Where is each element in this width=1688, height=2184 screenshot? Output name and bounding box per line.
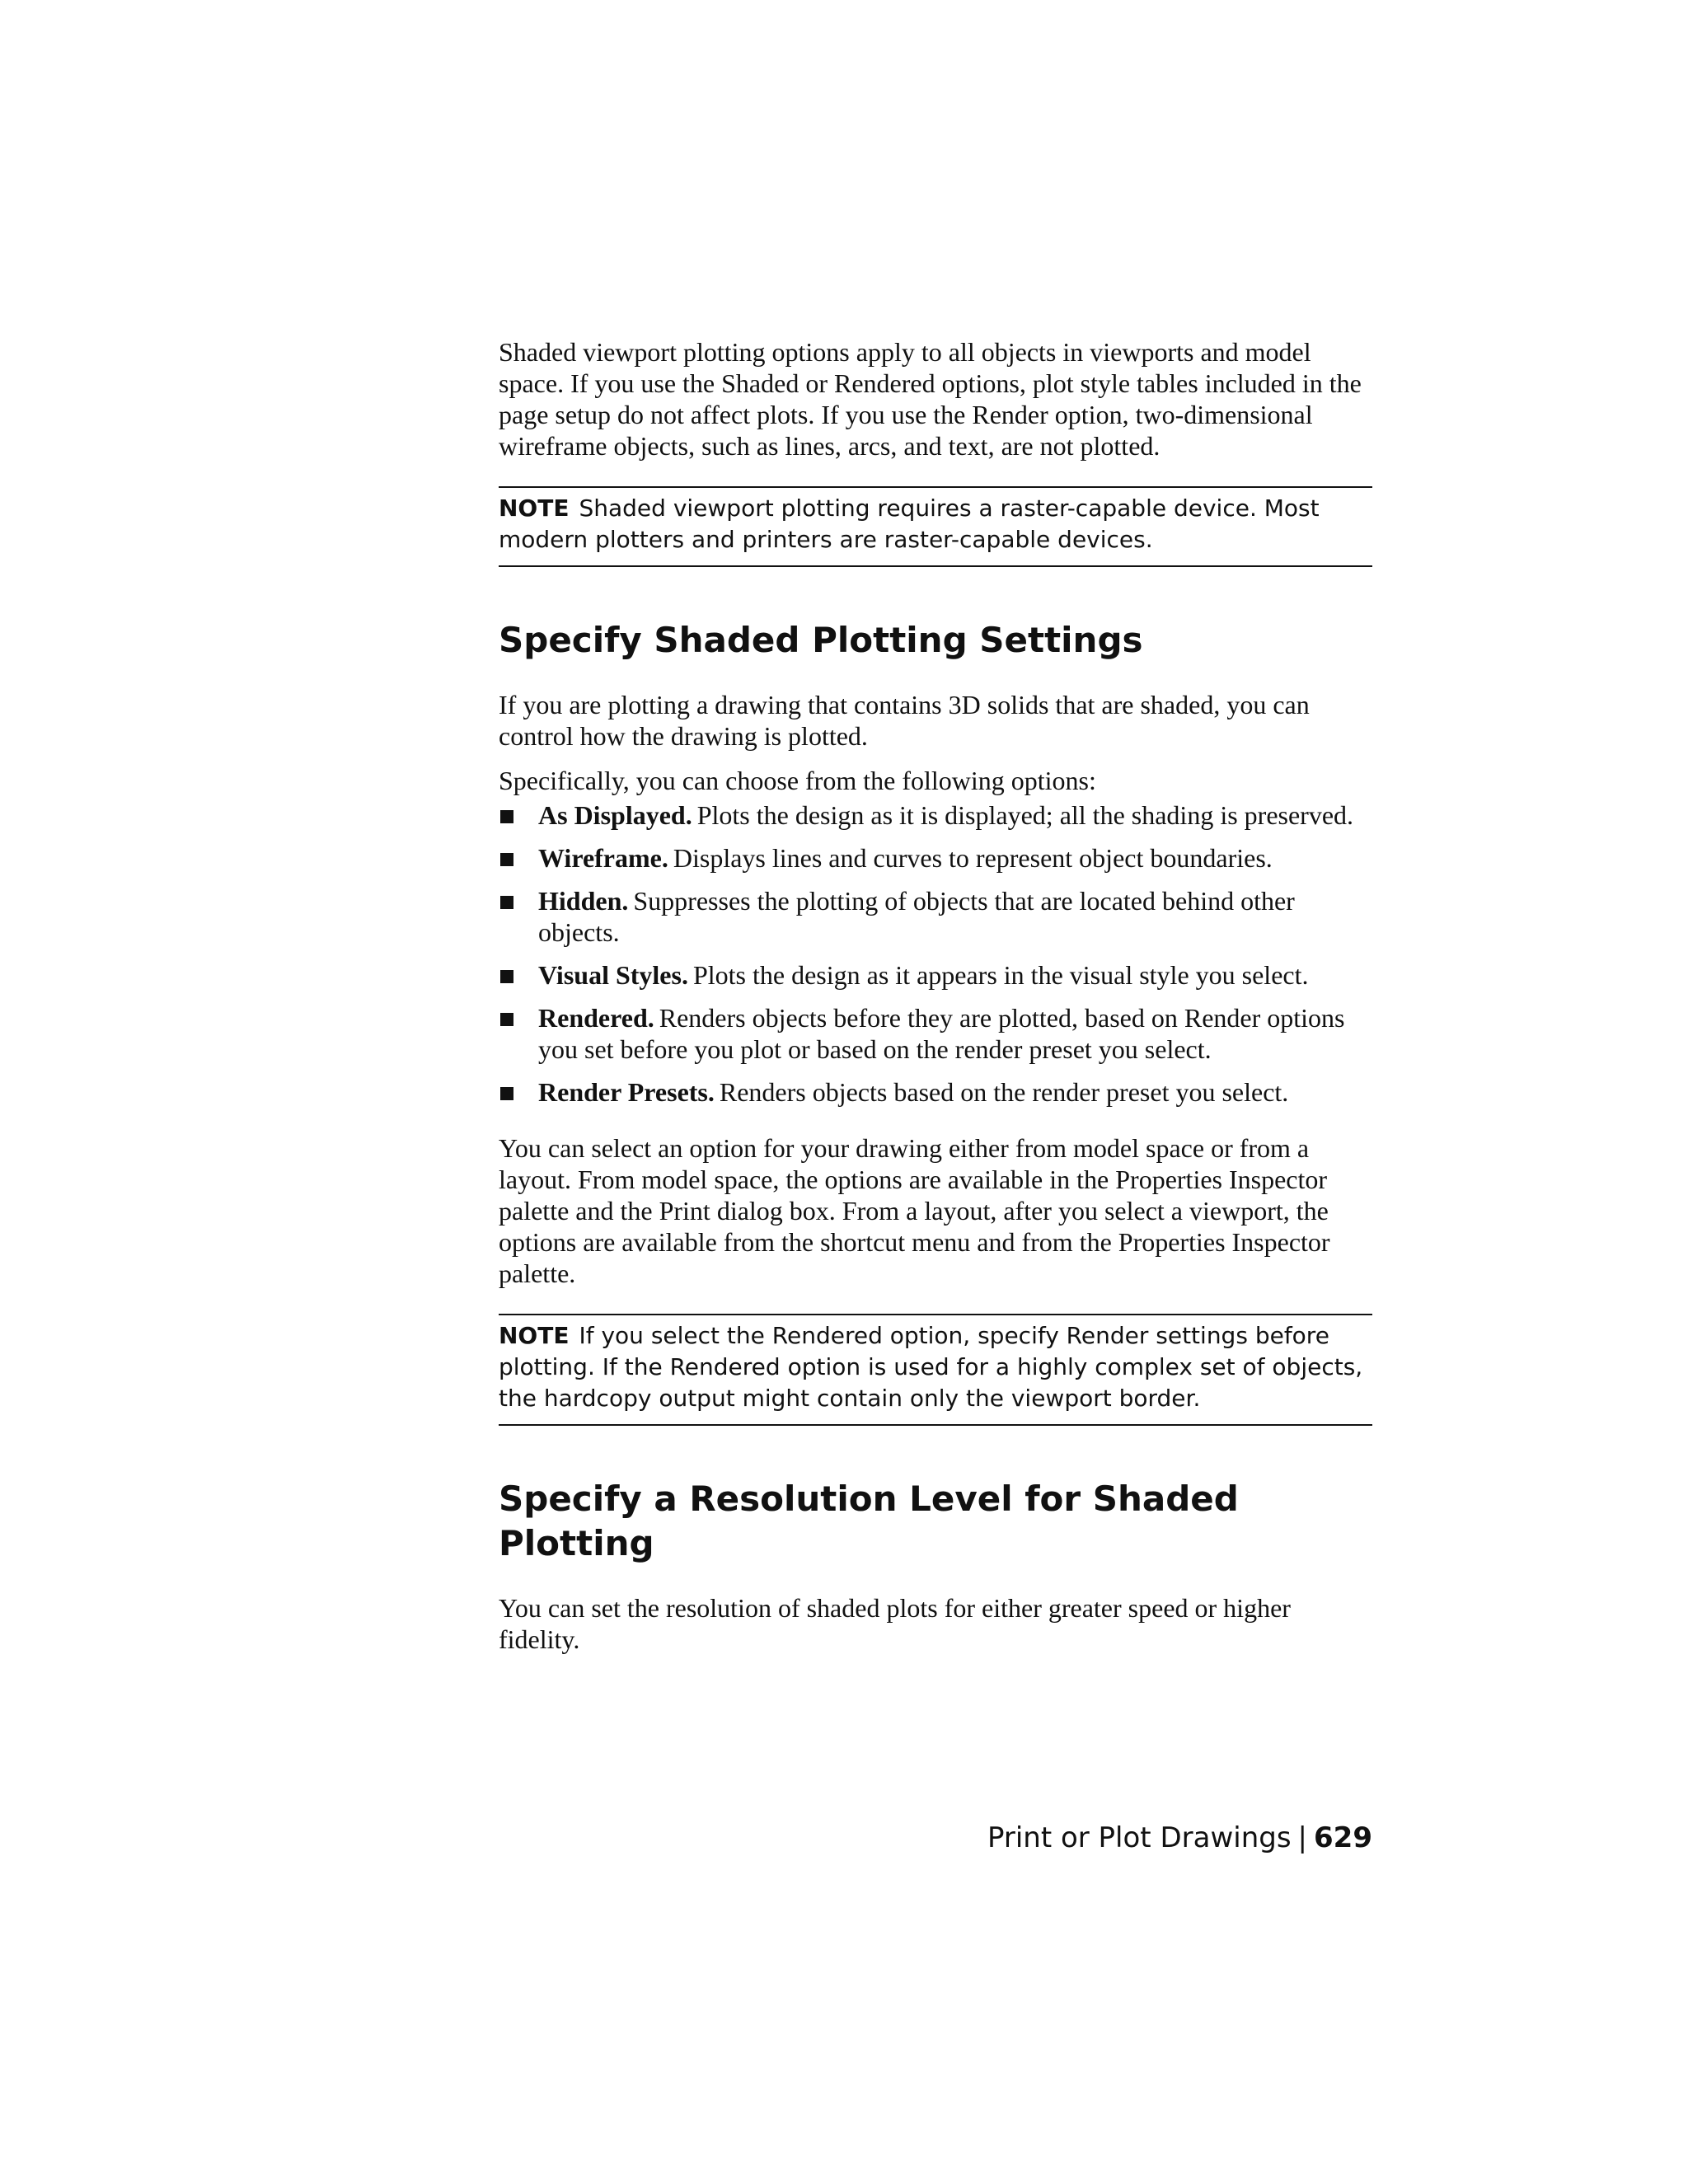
section-heading-resolution-level: Specify a Resolution Level for Shaded Plotting xyxy=(499,1479,1239,1563)
list-item xyxy=(499,842,1372,874)
note-label: NOTE xyxy=(499,494,570,522)
list-item xyxy=(499,1076,1372,1108)
bullet-square-icon xyxy=(500,853,513,866)
option-term: Render Presets. xyxy=(538,1077,715,1107)
note-text: Shaded viewport plotting requires a raster-capable device. Most modern plotters and printers are raster-capable devices. xyxy=(499,494,1320,553)
list-item xyxy=(499,799,1372,831)
bullet-square-icon xyxy=(500,970,513,983)
section1-paragraph-1: If you are plotting a drawing that contains 3D solids that are shaded, you can control how the drawing is plotted. xyxy=(499,690,1310,751)
note-box-1 xyxy=(499,486,1372,567)
section1-paragraph-3: You can select an option for your drawing either from model space or from a layout. From model space, the options are available in the Properties Inspector palette and the Print dialog box. From a layout, after you select a viewport, the options are available from the shortcut menu and from the Properties Inspector palette. xyxy=(499,1133,1330,1288)
footer-title: Print or Plot Drawings xyxy=(987,1821,1292,1854)
bullet-square-icon xyxy=(500,896,513,909)
page-content xyxy=(499,336,1372,1668)
list-item xyxy=(499,959,1372,991)
section2-paragraph-1: You can set the resolution of shaded plots for either greater speed or higher fidelity. xyxy=(499,1593,1291,1654)
note-text: If you select the Rendered option, specify Render settings before plotting. If the Rendered option is used for a highly complex set of objects, the hardcopy output might contain only the viewport border. xyxy=(499,1322,1363,1412)
footer-separator: | xyxy=(1297,1821,1308,1854)
section-heading-shaded-plotting: Specify Shaded Plotting Settings xyxy=(499,620,1143,660)
option-term: Wireframe. xyxy=(538,843,668,873)
option-term: As Displayed. xyxy=(538,800,692,830)
note-label: NOTE xyxy=(499,1322,570,1349)
option-desc: Renders objects before they are plotted, based on Render options you set before you plot or based on the render preset you select. xyxy=(538,1003,1345,1064)
intro-paragraph: Shaded viewport plotting options apply to all objects in viewports and model space. If you use the Shaded or Rendered options, plot style tables included in the page setup do not affect plots. If you use the Render option, two-dimensional wireframe objects, such as lines, arcs, and text, are not plotted. xyxy=(499,337,1362,461)
page-footer xyxy=(987,1820,1372,1856)
option-desc: Suppresses the plotting of objects that are located behind other objects. xyxy=(538,886,1295,947)
section1-paragraph-2: Specifically, you can choose from the following options: xyxy=(499,766,1096,795)
option-term: Visual Styles. xyxy=(538,960,688,990)
bullet-square-icon xyxy=(500,1013,513,1026)
option-desc: Displays lines and curves to represent object boundaries. xyxy=(673,843,1273,873)
option-desc: Renders objects based on the render preset you select. xyxy=(719,1077,1289,1107)
option-term: Rendered. xyxy=(538,1003,654,1033)
bullet-square-icon xyxy=(500,810,513,823)
option-desc: Plots the design as it appears in the visual style you select. xyxy=(692,960,1309,990)
option-desc: Plots the design as it is displayed; all the shading is preserved. xyxy=(696,800,1354,830)
options-list xyxy=(499,799,1372,1108)
option-term: Hidden. xyxy=(538,886,629,916)
bullet-square-icon xyxy=(500,1087,513,1100)
note-box-2 xyxy=(499,1314,1372,1426)
list-item xyxy=(499,885,1372,948)
page-number: 629 xyxy=(1314,1821,1372,1854)
list-item xyxy=(499,1002,1372,1065)
